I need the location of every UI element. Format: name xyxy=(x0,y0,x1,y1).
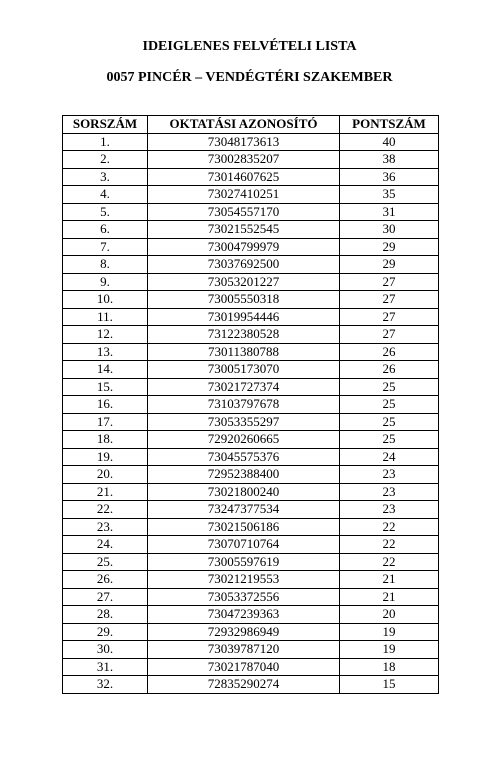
table-row xyxy=(63,623,439,641)
cell-education-id: 73027410251 xyxy=(148,186,340,204)
admission-list-table xyxy=(62,115,439,694)
cell-education-id: 73002835207 xyxy=(148,151,340,169)
table-row xyxy=(63,186,439,204)
cell-rank: 25. xyxy=(63,553,148,571)
cell-education-id: 73021800240 xyxy=(148,483,340,501)
cell-education-id: 73103797678 xyxy=(148,396,340,414)
cell-education-id: 72932986949 xyxy=(148,623,340,641)
header-score: PONTSZÁM xyxy=(340,116,439,134)
cell-rank: 19. xyxy=(63,448,148,466)
table-body xyxy=(63,133,439,693)
cell-education-id: 73005550318 xyxy=(148,291,340,309)
cell-rank: 18. xyxy=(63,431,148,449)
cell-score: 23 xyxy=(340,466,439,484)
table-row xyxy=(63,238,439,256)
cell-score: 24 xyxy=(340,448,439,466)
table-header-row xyxy=(63,116,439,134)
cell-score: 26 xyxy=(340,361,439,379)
cell-score: 29 xyxy=(340,256,439,274)
cell-rank: 14. xyxy=(63,361,148,379)
header-rank: SORSZÁM xyxy=(63,116,148,134)
cell-score: 23 xyxy=(340,483,439,501)
table-row xyxy=(63,168,439,186)
cell-score: 27 xyxy=(340,326,439,344)
cell-education-id: 73053355297 xyxy=(148,413,340,431)
cell-rank: 15. xyxy=(63,378,148,396)
cell-score: 21 xyxy=(340,571,439,589)
cell-rank: 24. xyxy=(63,536,148,554)
table-row xyxy=(63,641,439,659)
cell-education-id: 73019954446 xyxy=(148,308,340,326)
cell-education-id: 73054557170 xyxy=(148,203,340,221)
cell-score: 25 xyxy=(340,378,439,396)
table-row xyxy=(63,221,439,239)
cell-rank: 4. xyxy=(63,186,148,204)
cell-rank: 21. xyxy=(63,483,148,501)
cell-rank: 29. xyxy=(63,623,148,641)
cell-education-id: 73047239363 xyxy=(148,606,340,624)
cell-score: 15 xyxy=(340,676,439,694)
cell-education-id: 73005597619 xyxy=(148,553,340,571)
document-title: IDEIGLENES FELVÉTELI LISTA xyxy=(142,39,357,54)
table-row xyxy=(63,501,439,519)
table-row xyxy=(63,448,439,466)
cell-rank: 26. xyxy=(63,571,148,589)
cell-score: 23 xyxy=(340,501,439,519)
cell-education-id: 73021506186 xyxy=(148,518,340,536)
cell-education-id: 73005173070 xyxy=(148,361,340,379)
cell-rank: 22. xyxy=(63,501,148,519)
cell-score: 27 xyxy=(340,308,439,326)
table-row xyxy=(63,343,439,361)
cell-education-id: 73021787040 xyxy=(148,658,340,676)
cell-rank: 32. xyxy=(63,676,148,694)
cell-education-id: 72920260665 xyxy=(148,431,340,449)
cell-rank: 1. xyxy=(63,133,148,151)
table-row xyxy=(63,676,439,694)
cell-score: 25 xyxy=(340,396,439,414)
cell-education-id: 73122380528 xyxy=(148,326,340,344)
cell-rank: 7. xyxy=(63,238,148,256)
table-row xyxy=(63,203,439,221)
cell-rank: 10. xyxy=(63,291,148,309)
cell-education-id: 73004799979 xyxy=(148,238,340,256)
table-row xyxy=(63,658,439,676)
cell-rank: 12. xyxy=(63,326,148,344)
cell-rank: 9. xyxy=(63,273,148,291)
table-row xyxy=(63,536,439,554)
cell-education-id: 73011380788 xyxy=(148,343,340,361)
cell-rank: 17. xyxy=(63,413,148,431)
cell-score: 25 xyxy=(340,431,439,449)
table-row xyxy=(63,553,439,571)
table-row xyxy=(63,361,439,379)
cell-education-id: 73021727374 xyxy=(148,378,340,396)
cell-rank: 13. xyxy=(63,343,148,361)
table-row xyxy=(63,588,439,606)
cell-score: 22 xyxy=(340,536,439,554)
cell-score: 26 xyxy=(340,343,439,361)
table-row xyxy=(63,133,439,151)
table-row xyxy=(63,413,439,431)
cell-rank: 28. xyxy=(63,606,148,624)
cell-rank: 2. xyxy=(63,151,148,169)
table-row xyxy=(63,291,439,309)
header-education-id: OKTATÁSI AZONOSÍTÓ xyxy=(148,116,340,134)
cell-education-id: 73021219553 xyxy=(148,571,340,589)
cell-education-id: 72835290274 xyxy=(148,676,340,694)
cell-education-id: 73021552545 xyxy=(148,221,340,239)
table-row xyxy=(63,466,439,484)
cell-education-id: 73045575376 xyxy=(148,448,340,466)
cell-score: 20 xyxy=(340,606,439,624)
cell-education-id: 73053201227 xyxy=(148,273,340,291)
cell-score: 40 xyxy=(340,133,439,151)
cell-score: 29 xyxy=(340,238,439,256)
cell-score: 22 xyxy=(340,553,439,571)
cell-education-id: 73039787120 xyxy=(148,641,340,659)
cell-score: 30 xyxy=(340,221,439,239)
cell-score: 38 xyxy=(340,151,439,169)
cell-score: 31 xyxy=(340,203,439,221)
table-row xyxy=(63,378,439,396)
cell-education-id: 73037692500 xyxy=(148,256,340,274)
cell-score: 19 xyxy=(340,641,439,659)
table-row xyxy=(63,151,439,169)
cell-score: 21 xyxy=(340,588,439,606)
cell-education-id: 73247377534 xyxy=(148,501,340,519)
cell-rank: 23. xyxy=(63,518,148,536)
table-row xyxy=(63,483,439,501)
table-row xyxy=(63,326,439,344)
cell-score: 35 xyxy=(340,186,439,204)
cell-score: 36 xyxy=(340,168,439,186)
cell-score: 22 xyxy=(340,518,439,536)
table-row xyxy=(63,256,439,274)
table-row xyxy=(63,606,439,624)
table-row xyxy=(63,273,439,291)
cell-rank: 3. xyxy=(63,168,148,186)
cell-rank: 16. xyxy=(63,396,148,414)
cell-rank: 20. xyxy=(63,466,148,484)
cell-rank: 8. xyxy=(63,256,148,274)
cell-education-id: 73048173613 xyxy=(148,133,340,151)
cell-education-id: 73053372556 xyxy=(148,588,340,606)
cell-rank: 27. xyxy=(63,588,148,606)
table-row xyxy=(63,431,439,449)
cell-score: 25 xyxy=(340,413,439,431)
cell-education-id: 72952388400 xyxy=(148,466,340,484)
cell-rank: 31. xyxy=(63,658,148,676)
document-subtitle: 0057 PINCÉR – VENDÉGTÉRI SZAKEMBER xyxy=(106,70,393,85)
cell-score: 19 xyxy=(340,623,439,641)
table-row xyxy=(63,518,439,536)
table-row xyxy=(63,396,439,414)
cell-education-id: 73070710764 xyxy=(148,536,340,554)
cell-score: 27 xyxy=(340,291,439,309)
cell-rank: 6. xyxy=(63,221,148,239)
cell-score: 27 xyxy=(340,273,439,291)
cell-score: 18 xyxy=(340,658,439,676)
cell-rank: 11. xyxy=(63,308,148,326)
cell-rank: 5. xyxy=(63,203,148,221)
cell-education-id: 73014607625 xyxy=(148,168,340,186)
table-row xyxy=(63,571,439,589)
table-row xyxy=(63,308,439,326)
cell-rank: 30. xyxy=(63,641,148,659)
